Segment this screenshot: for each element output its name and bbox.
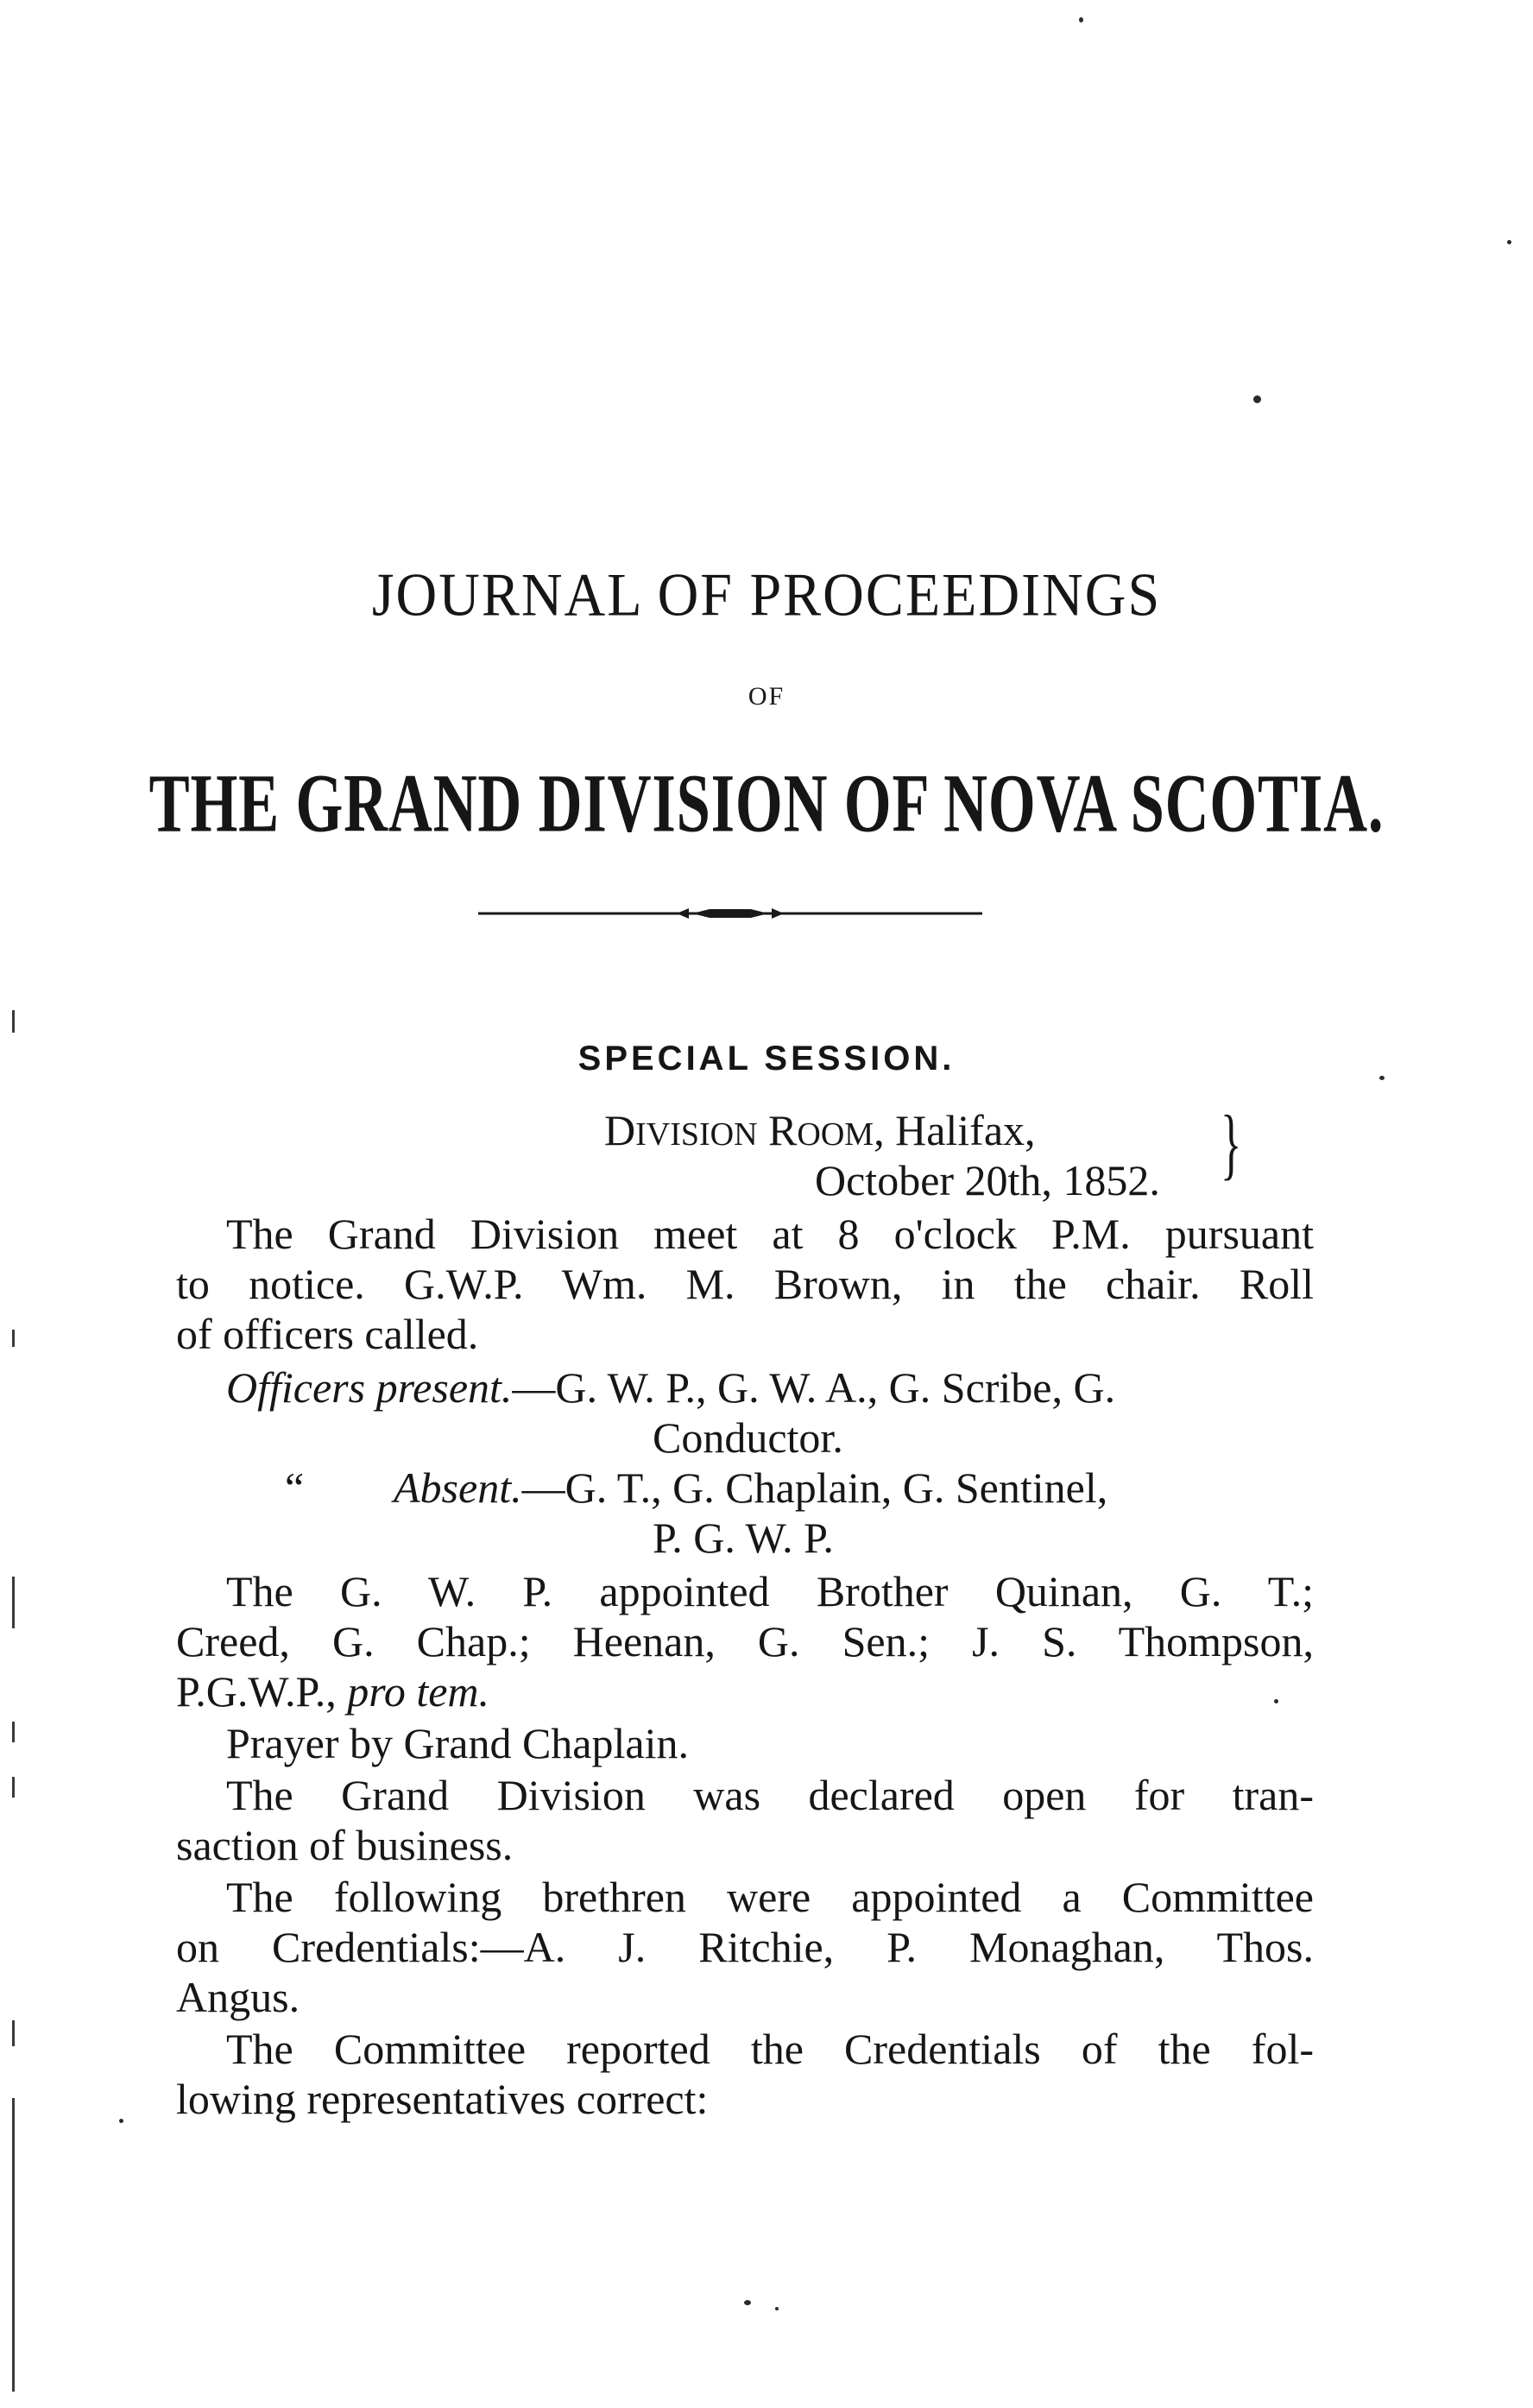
scan-speck <box>119 2119 123 2123</box>
dateline-place: DIVISION ROOM, Halifax, <box>604 1106 1036 1154</box>
paragraph-line: Prayer by Grand Chaplain. <box>226 1719 689 1767</box>
paragraph-line: The Grand Division was declared open for tran- <box>226 1771 1314 1819</box>
scan-speck <box>775 2307 779 2310</box>
paragraph-line: The following brethren were appointed a Committee <box>226 1873 1314 1921</box>
scan-speck <box>744 2300 751 2305</box>
absent-line: Absent.—G. T., G. Chaplain, G. Sentinel, <box>394 1463 1108 1512</box>
section-heading: SPECIAL SESSION. <box>577 1040 956 1078</box>
binding-edge-mark <box>12 1722 15 1742</box>
paragraph-line: saction of business. <box>176 1821 514 1869</box>
binding-edge-mark <box>12 1577 15 1628</box>
paragraph-line: to notice. G.W.P. Wm. M. Brown, in the chair. Roll <box>176 1260 1314 1308</box>
paragraph-line: lowing representatives correct: <box>176 2075 709 2123</box>
dateline-brace: } <box>1220 1099 1242 1187</box>
paragraph-line: The Committee reported the Credentials of the fol- <box>226 2025 1314 2073</box>
paragraph-line: Angus. <box>176 1973 300 2021</box>
paragraph-line: Creed, G. Chap.; Heenan, G. Sen.; J. S. Thompson, <box>176 1617 1314 1665</box>
ornamental-rule <box>478 905 982 922</box>
binding-edge-mark <box>12 2020 15 2046</box>
paragraph-line: of officers called. <box>176 1310 479 1358</box>
paragraph-line: Conductor. <box>653 1413 843 1462</box>
binding-edge-mark <box>12 1330 15 1347</box>
pro-tem-line: P.G.W.P., pro tem. <box>176 1667 490 1716</box>
scan-speck <box>1379 1076 1385 1080</box>
scan-speck <box>1507 240 1511 244</box>
binding-edge-mark <box>12 1777 15 1798</box>
officers-present-line: Officers present.—G. W. P., G. W. A., G. Scribe, G. <box>226 1363 1116 1412</box>
organization-title: THE GRAND DIVISION OF NOVA SCOTIA. <box>148 756 1385 850</box>
absent-ditto-mark: “ <box>285 1463 305 1512</box>
paragraph-line: P. G. W. P. <box>653 1514 834 1562</box>
paragraph-line: The G. W. P. appointed Brother Quinan, G. T.; <box>226 1567 1314 1615</box>
scan-speck <box>1253 395 1261 403</box>
paragraph-line: The Grand Division meet at 8 o'clock P.M. pursuant <box>226 1210 1314 1258</box>
journal-title: JOURNAL OF PROCEEDINGS <box>371 561 1162 629</box>
binding-edge-mark <box>12 1010 15 1033</box>
binding-edge-mark <box>12 2098 15 2392</box>
scan-speck <box>1079 17 1083 22</box>
scan-speck <box>1274 1699 1278 1703</box>
paragraph-line: on Credentials:—A. J. Ritchie, P. Monaghan, Thos. <box>176 1923 1314 1971</box>
dateline-date: October 20th, 1852. <box>815 1156 1160 1204</box>
title-connector: OF <box>748 682 785 711</box>
